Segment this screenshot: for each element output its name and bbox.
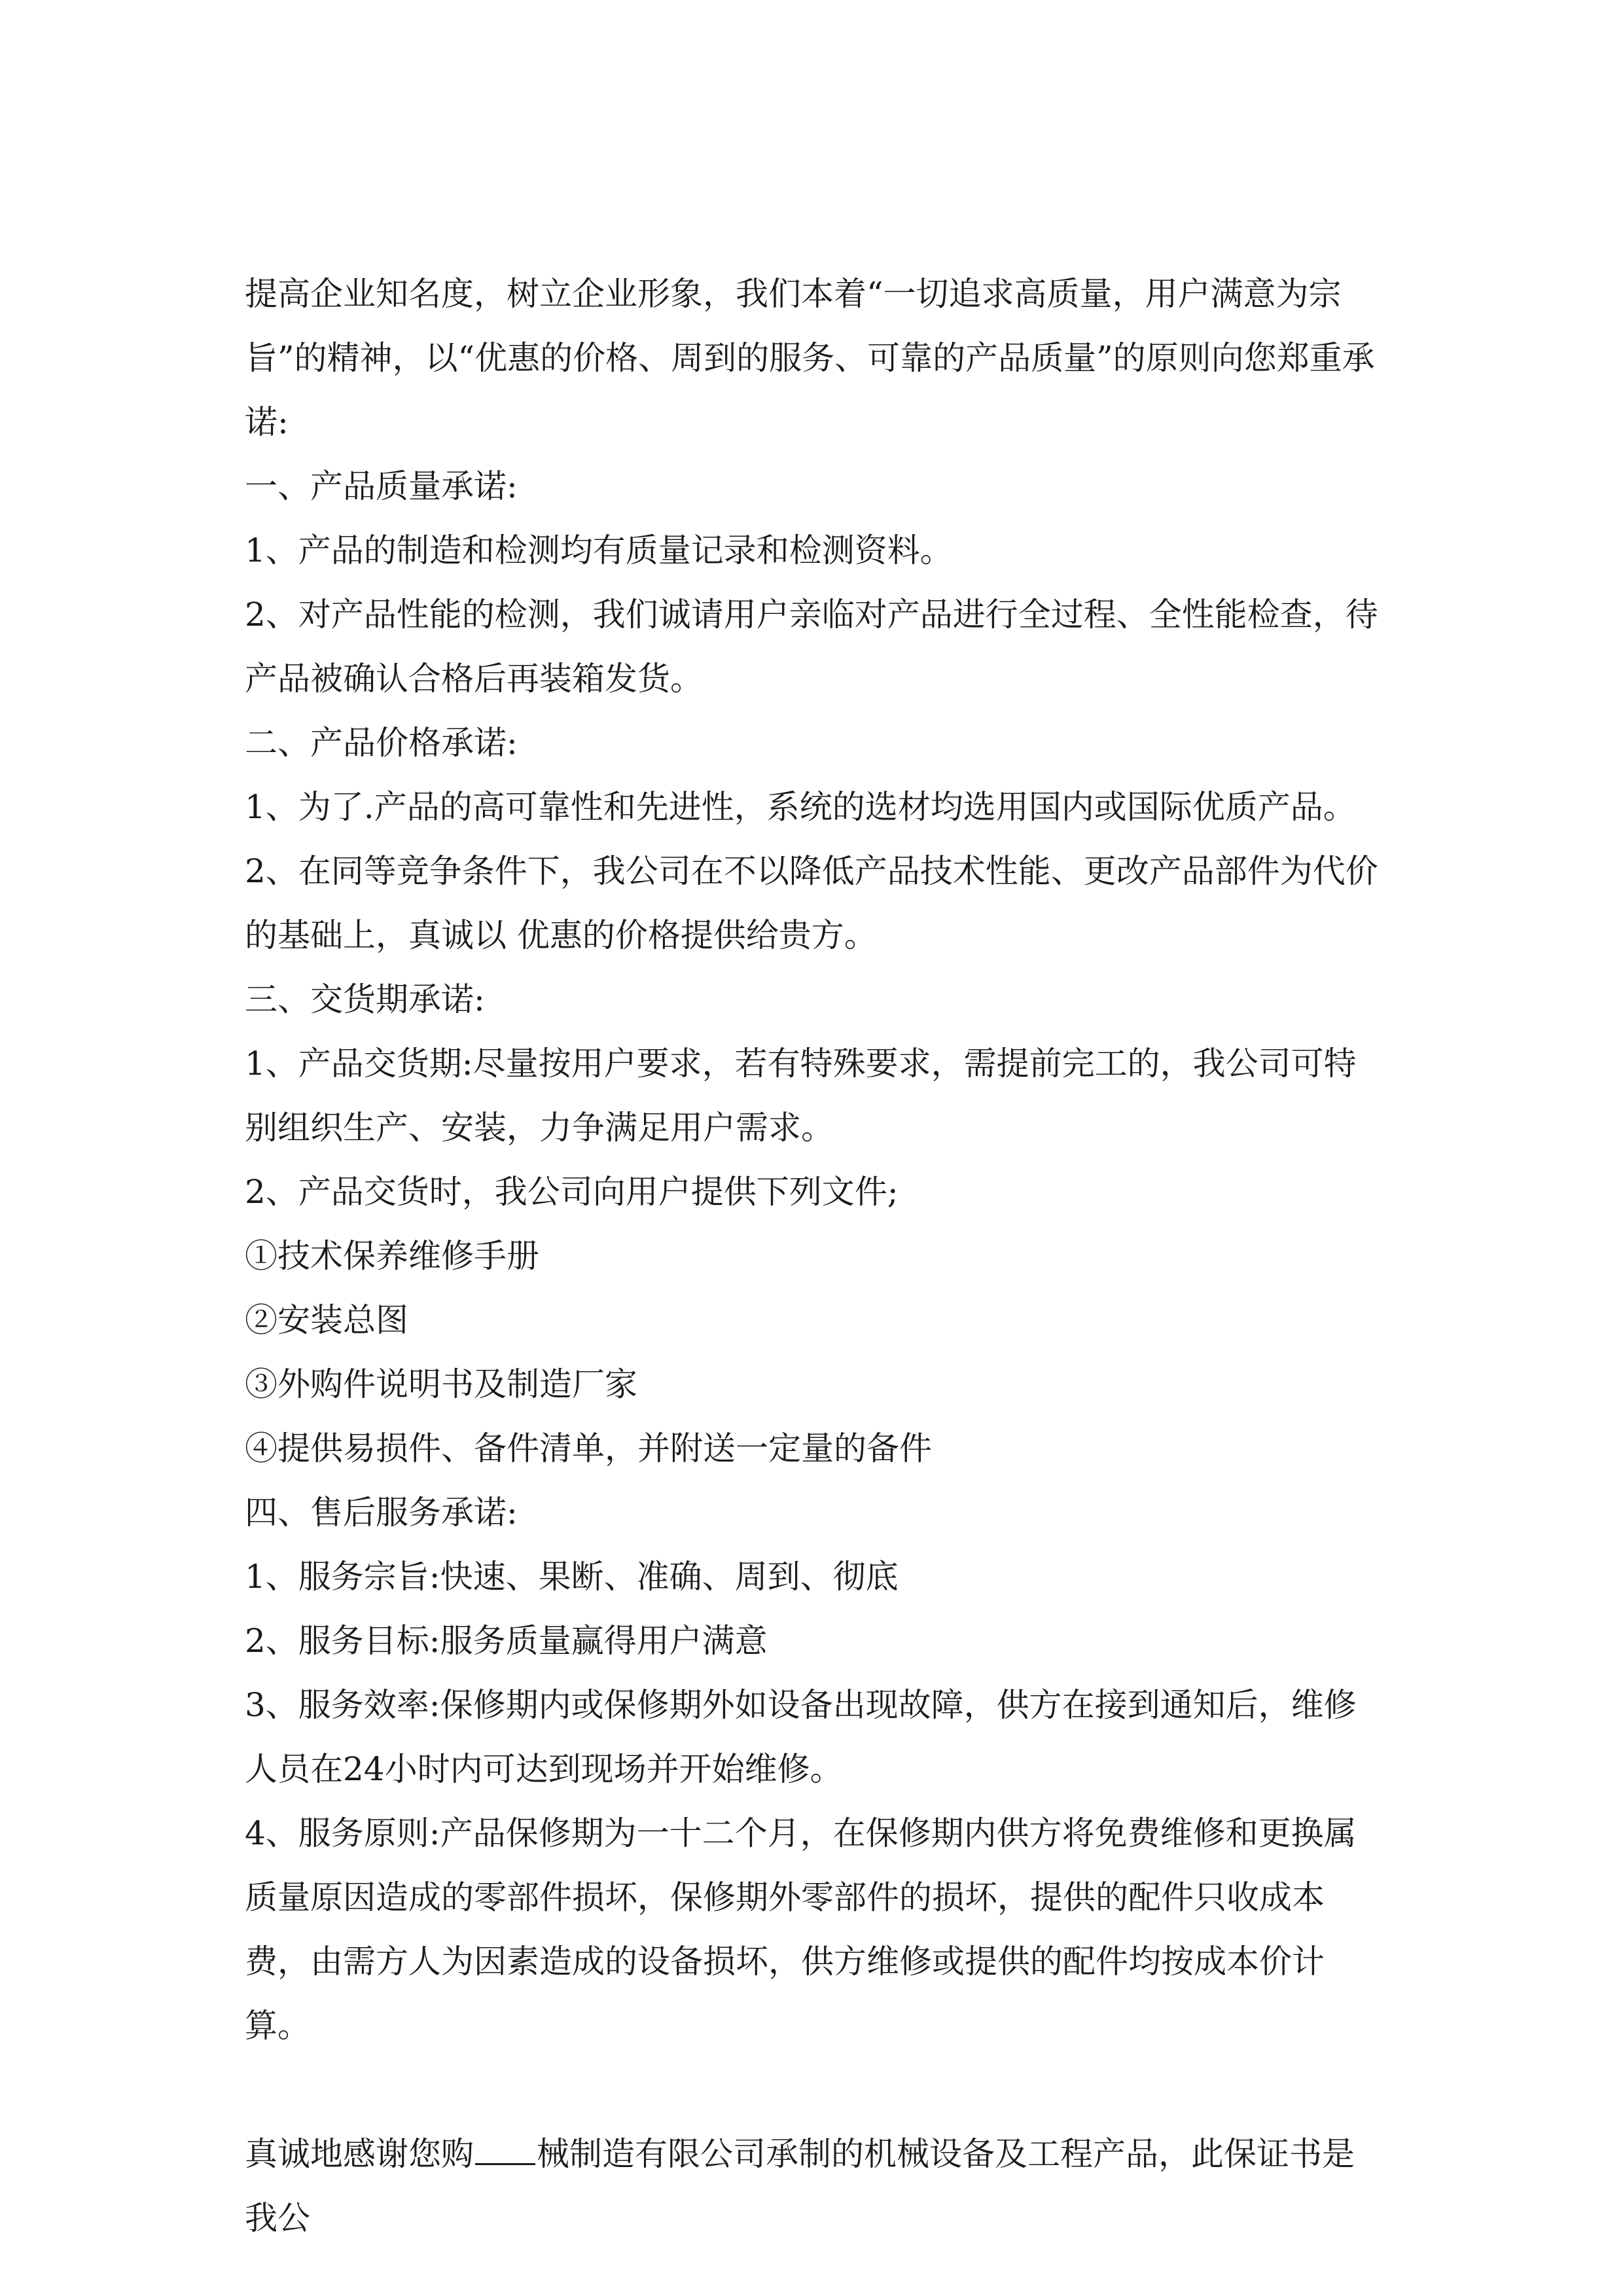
delivery-doc-1: ①技术保养维修手册 (245, 1237, 539, 1275)
quality-item-2: 2、对产品性能的检测，我们诚请用户亲临对产品进行全过程、全性能检查，待产品被确认合格后再装箱发货。 (245, 596, 1378, 698)
final-text-before: 真诚地感谢您购 (245, 2135, 474, 2173)
section-heading-price: 二、产品价格承诺: (245, 724, 518, 762)
quality-item-1: 1、产品的制造和检测均有质量记录和检测资料。 (245, 531, 953, 569)
blank-underline (475, 2124, 535, 2165)
section-heading-quality: 一、产品质量承诺: (245, 467, 518, 505)
delivery-item-1: 1、产品交货期:尽量按用户要求，若有特殊要求，需提前完工的，我公司可特别组织生产、安装，力争满足用户需求。 (245, 1045, 1357, 1147)
delivery-doc-3: ③外购件说明书及制造厂家 (245, 1365, 637, 1403)
service-item-3: 3、服务效率:保修期内或保修期外如设备出现故障，供方在接到通知后，维修人员在24小时内可达到现场并开始维修。 (245, 1686, 1357, 1788)
delivery-doc-2: ②安装总图 (245, 1301, 408, 1339)
paragraph-gap (245, 2058, 1383, 2122)
service-item-4: 4、服务原则:产品保修期为一十二个月，在保修期内供方将免费维修和更换属质量原因造成的零部件损坏，保修期外零部件的损坏，提供的配件只收成本费，由需方人为因素造成的设备损坏，供方维修或提供的配件均按成本价计算。 (245, 1814, 1357, 2045)
service-item-1: 1、服务宗旨:快速、果断、准确、周到、彻底 (245, 1558, 899, 1596)
section-heading-service: 四、售后服务承诺: (245, 1494, 518, 1532)
intro-paragraph: 提高企业知名度，树立企业形象，我们本着“一切追求高质量，用户满意为宗旨”的精神，以“优惠的价格、周到的服务、可靠的产品质量”的原则向您郑重承诺: (245, 275, 1375, 441)
delivery-item-2: 2、产品交货时，我公司向用户提供下列文件; (245, 1173, 899, 1211)
price-item-2: 2、在同等竞争条件下，我公司在不以降低产品技术性能、更改产品部件为代价的基础上，真诚以 优惠的价格提供给贵方。 (245, 852, 1378, 954)
final-text-after: 械制造有限公司承制的机械设备及工程产品，此保证书是我公 (245, 2135, 1355, 2237)
document-body (245, 262, 1383, 2250)
service-item-2: 2、服务目标:服务质量赢得用户满意 (245, 1622, 768, 1660)
section-heading-delivery: 三、交货期承诺: (245, 980, 485, 1018)
price-item-1: 1、为了.产品的高可靠性和先进性，系统的选材均选用国内或国际优质产品。 (245, 788, 1356, 826)
delivery-doc-4: ④提供易损件、备件清单，并附送一定量的备件 (245, 1429, 932, 1467)
final-paragraph (245, 2122, 1383, 2250)
